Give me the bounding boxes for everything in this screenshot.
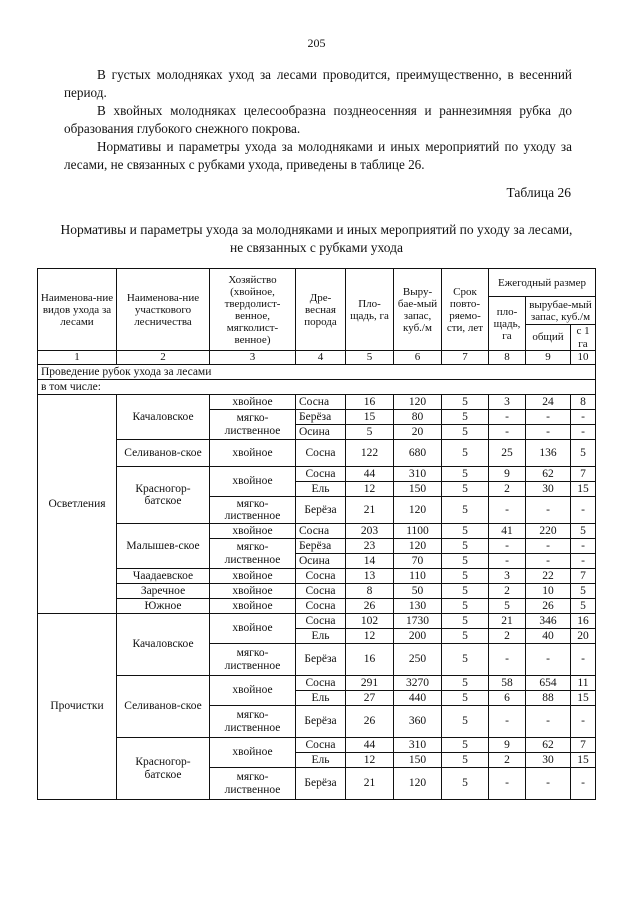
term-cell: 5 bbox=[442, 614, 489, 629]
species-cell: Ель bbox=[296, 629, 346, 644]
annual-area-cell: 6 bbox=[489, 691, 526, 706]
annual-total-cell: - bbox=[526, 554, 571, 569]
table-row bbox=[38, 584, 596, 599]
farming-cell: хвойное bbox=[210, 676, 296, 706]
species-cell: Сосна bbox=[296, 614, 346, 629]
annual-total-cell: 220 bbox=[526, 524, 571, 539]
group-cell: Осветления bbox=[38, 395, 117, 614]
forestry-cell: Красногор-батское bbox=[117, 467, 210, 524]
area-cell: 291 bbox=[346, 676, 394, 691]
col-number: 2 bbox=[117, 351, 210, 365]
column-number-row bbox=[38, 351, 596, 365]
annual-total-cell: 24 bbox=[526, 395, 571, 410]
term-cell: 5 bbox=[442, 554, 489, 569]
term-cell: 5 bbox=[442, 467, 489, 482]
stock-cell: 120 bbox=[394, 497, 442, 524]
farming-cell: мягко-лиственное bbox=[210, 768, 296, 800]
annual-area-cell: - bbox=[489, 539, 526, 554]
annual-area-cell: 3 bbox=[489, 395, 526, 410]
table-row bbox=[38, 467, 596, 482]
term-cell: 5 bbox=[442, 644, 489, 676]
annual-area-cell: - bbox=[489, 706, 526, 738]
annual-per-ha-cell: 20 bbox=[571, 629, 596, 644]
table-row bbox=[38, 676, 596, 691]
stock-cell: 310 bbox=[394, 738, 442, 753]
term-cell: 5 bbox=[442, 539, 489, 554]
table-title: Нормативы и параметры ухода за молодняками и иных мероприятий по уходу за лесами, не связанных с рубками ухода bbox=[60, 222, 573, 255]
term-cell: 5 bbox=[442, 425, 489, 440]
species-cell: Сосна bbox=[296, 440, 346, 467]
term-cell: 5 bbox=[442, 440, 489, 467]
annual-area-cell: 2 bbox=[489, 482, 526, 497]
term-cell: 5 bbox=[442, 691, 489, 706]
species-cell: Сосна bbox=[296, 524, 346, 539]
group-cell: Прочистки bbox=[38, 614, 117, 800]
species-cell: Сосна bbox=[296, 569, 346, 584]
forestry-cell: Красногор-батское bbox=[117, 738, 210, 800]
species-cell: Берёза bbox=[296, 410, 346, 425]
area-cell: 14 bbox=[346, 554, 394, 569]
area-cell: 5 bbox=[346, 425, 394, 440]
species-cell: Берёза bbox=[296, 497, 346, 524]
farming-cell: хвойное bbox=[210, 738, 296, 768]
annual-per-ha-cell: 8 bbox=[571, 395, 596, 410]
term-cell: 5 bbox=[442, 395, 489, 410]
species-cell: Берёза bbox=[296, 644, 346, 676]
annual-total-cell: - bbox=[526, 425, 571, 440]
farming-cell: хвойное bbox=[210, 395, 296, 410]
annual-area-cell: - bbox=[489, 768, 526, 800]
term-cell: 5 bbox=[442, 738, 489, 753]
annual-area-cell: 5 bbox=[489, 599, 526, 614]
farming-cell: хвойное bbox=[210, 524, 296, 539]
annual-per-ha-cell: - bbox=[571, 768, 596, 800]
annual-area-cell: - bbox=[489, 554, 526, 569]
area-cell: 26 bbox=[346, 706, 394, 738]
annual-per-ha-cell: - bbox=[571, 554, 596, 569]
annual-total-cell: 62 bbox=[526, 467, 571, 482]
norms-table bbox=[37, 268, 596, 800]
header-cell: с 1 га bbox=[571, 325, 596, 351]
term-cell: 5 bbox=[442, 706, 489, 738]
header-row bbox=[38, 269, 596, 297]
area-cell: 26 bbox=[346, 599, 394, 614]
term-cell: 5 bbox=[442, 629, 489, 644]
annual-per-ha-cell: 15 bbox=[571, 753, 596, 768]
farming-cell: мягко-лиственное bbox=[210, 706, 296, 738]
annual-per-ha-cell: - bbox=[571, 425, 596, 440]
stock-cell: 1100 bbox=[394, 524, 442, 539]
farming-cell: хвойное bbox=[210, 599, 296, 614]
annual-area-cell: 58 bbox=[489, 676, 526, 691]
term-cell: 5 bbox=[442, 569, 489, 584]
annual-area-cell: 2 bbox=[489, 753, 526, 768]
stock-cell: 310 bbox=[394, 467, 442, 482]
area-cell: 27 bbox=[346, 691, 394, 706]
stock-cell: 120 bbox=[394, 768, 442, 800]
forestry-cell: Селиванов-ское bbox=[117, 676, 210, 738]
area-cell: 203 bbox=[346, 524, 394, 539]
col-number: 10 bbox=[571, 351, 596, 365]
stock-cell: 120 bbox=[394, 539, 442, 554]
annual-area-cell: 2 bbox=[489, 629, 526, 644]
area-cell: 44 bbox=[346, 738, 394, 753]
header-cell: Наименова-ние видов ухода за лесами bbox=[38, 269, 117, 351]
area-cell: 21 bbox=[346, 768, 394, 800]
annual-per-ha-cell: 11 bbox=[571, 676, 596, 691]
stock-cell: 70 bbox=[394, 554, 442, 569]
col-number: 1 bbox=[38, 351, 117, 365]
area-cell: 15 bbox=[346, 410, 394, 425]
stock-cell: 80 bbox=[394, 410, 442, 425]
farming-cell: хвойное bbox=[210, 467, 296, 497]
col-number: 7 bbox=[442, 351, 489, 365]
species-cell: Сосна bbox=[296, 676, 346, 691]
annual-total-cell: - bbox=[526, 410, 571, 425]
annual-per-ha-cell: 7 bbox=[571, 738, 596, 753]
annual-area-cell: - bbox=[489, 425, 526, 440]
area-cell: 12 bbox=[346, 482, 394, 497]
table-row bbox=[38, 614, 596, 629]
table-row bbox=[38, 569, 596, 584]
annual-total-cell: 136 bbox=[526, 440, 571, 467]
stock-cell: 150 bbox=[394, 482, 442, 497]
annual-total-cell: 10 bbox=[526, 584, 571, 599]
stock-cell: 150 bbox=[394, 753, 442, 768]
species-cell: Сосна bbox=[296, 584, 346, 599]
forestry-cell: Чаадаевское bbox=[117, 569, 210, 584]
species-cell: Осина bbox=[296, 554, 346, 569]
term-cell: 5 bbox=[442, 524, 489, 539]
annual-total-cell: 40 bbox=[526, 629, 571, 644]
header-cell: Дре-весная порода bbox=[296, 269, 346, 351]
annual-total-cell: - bbox=[526, 539, 571, 554]
area-cell: 8 bbox=[346, 584, 394, 599]
table-row bbox=[38, 440, 596, 467]
term-cell: 5 bbox=[442, 768, 489, 800]
farming-cell: хвойное bbox=[210, 569, 296, 584]
forestry-cell: Качаловское bbox=[117, 614, 210, 676]
species-cell: Сосна bbox=[296, 467, 346, 482]
section-row bbox=[38, 365, 596, 380]
species-cell: Ель bbox=[296, 482, 346, 497]
stock-cell: 440 bbox=[394, 691, 442, 706]
species-cell: Ель bbox=[296, 691, 346, 706]
annual-per-ha-cell: 15 bbox=[571, 691, 596, 706]
col-number: 8 bbox=[489, 351, 526, 365]
table-row bbox=[38, 599, 596, 614]
annual-area-cell: 25 bbox=[489, 440, 526, 467]
annual-total-cell: 30 bbox=[526, 482, 571, 497]
annual-area-cell: 41 bbox=[489, 524, 526, 539]
stock-cell: 680 bbox=[394, 440, 442, 467]
annual-area-cell: 21 bbox=[489, 614, 526, 629]
annual-per-ha-cell: 5 bbox=[571, 584, 596, 599]
annual-per-ha-cell: - bbox=[571, 410, 596, 425]
col-number: 9 bbox=[526, 351, 571, 365]
annual-per-ha-cell: - bbox=[571, 706, 596, 738]
farming-cell: мягко-лиственное bbox=[210, 410, 296, 440]
annual-total-cell: 22 bbox=[526, 569, 571, 584]
forestry-cell: Малышев-ское bbox=[117, 524, 210, 569]
farming-cell: хвойное bbox=[210, 584, 296, 599]
area-cell: 12 bbox=[346, 753, 394, 768]
annual-total-cell: 88 bbox=[526, 691, 571, 706]
header-cell: Ежегодный размер bbox=[489, 269, 596, 297]
species-cell: Сосна bbox=[296, 738, 346, 753]
paragraph-3: Нормативы и параметры ухода за молодняками и иных мероприятий по уходу за лесами, не связанных с рубками ухода, приведены в таблице 26. bbox=[64, 139, 572, 172]
area-cell: 13 bbox=[346, 569, 394, 584]
col-number: 4 bbox=[296, 351, 346, 365]
annual-per-ha-cell: 5 bbox=[571, 440, 596, 467]
species-cell: Осина bbox=[296, 425, 346, 440]
annual-area-cell: - bbox=[489, 410, 526, 425]
header-cell: Срок повто-ряемо-сти, лет bbox=[442, 269, 489, 351]
section-row bbox=[38, 380, 596, 395]
annual-per-ha-cell: 16 bbox=[571, 614, 596, 629]
area-cell: 16 bbox=[346, 395, 394, 410]
forestry-cell: Южное bbox=[117, 599, 210, 614]
species-cell: Сосна bbox=[296, 395, 346, 410]
term-cell: 5 bbox=[442, 410, 489, 425]
area-cell: 12 bbox=[346, 629, 394, 644]
table-row bbox=[38, 524, 596, 539]
annual-area-cell: - bbox=[489, 644, 526, 676]
species-cell: Берёза bbox=[296, 768, 346, 800]
annual-total-cell: 26 bbox=[526, 599, 571, 614]
stock-cell: 120 bbox=[394, 395, 442, 410]
header-cell: общий bbox=[526, 325, 571, 351]
annual-area-cell: 3 bbox=[489, 569, 526, 584]
area-cell: 122 bbox=[346, 440, 394, 467]
annual-per-ha-cell: 7 bbox=[571, 467, 596, 482]
annual-area-cell: 9 bbox=[489, 738, 526, 753]
stock-cell: 110 bbox=[394, 569, 442, 584]
annual-area-cell: - bbox=[489, 497, 526, 524]
annual-per-ha-cell: 5 bbox=[571, 599, 596, 614]
species-cell: Сосна bbox=[296, 599, 346, 614]
farming-cell: хвойное bbox=[210, 614, 296, 644]
forestry-cell: Селиванов-ское bbox=[117, 440, 210, 467]
paragraph-1: В густых молодняках уход за лесами проводится, преимущественно, в весенний период. bbox=[64, 67, 572, 100]
farming-cell: хвойное bbox=[210, 440, 296, 467]
col-number: 3 bbox=[210, 351, 296, 365]
header-cell: Наименова-ние участкового лесничества bbox=[117, 269, 210, 351]
stock-cell: 250 bbox=[394, 644, 442, 676]
table-row bbox=[38, 738, 596, 753]
annual-per-ha-cell: - bbox=[571, 644, 596, 676]
header-cell: Хозяйство (хвойное, твердолист-венное, мягколист-венное) bbox=[210, 269, 296, 351]
header-cell: пло-щадь, га bbox=[489, 297, 526, 351]
paragraph-2: В хвойных молодняках целесообразна позднеосенняя и раннезимняя рубка до образования глубокого снежного покрова. bbox=[64, 103, 572, 136]
including-label: в том числе: bbox=[38, 380, 596, 395]
annual-total-cell: - bbox=[526, 768, 571, 800]
term-cell: 5 bbox=[442, 676, 489, 691]
annual-total-cell: - bbox=[526, 706, 571, 738]
area-cell: 16 bbox=[346, 644, 394, 676]
annual-per-ha-cell: 15 bbox=[571, 482, 596, 497]
annual-per-ha-cell: - bbox=[571, 497, 596, 524]
term-cell: 5 bbox=[442, 599, 489, 614]
area-cell: 23 bbox=[346, 539, 394, 554]
species-cell: Ель bbox=[296, 753, 346, 768]
table-row bbox=[38, 395, 596, 410]
col-number: 6 bbox=[394, 351, 442, 365]
annual-total-cell: 346 bbox=[526, 614, 571, 629]
annual-total-cell: 62 bbox=[526, 738, 571, 753]
area-cell: 44 bbox=[346, 467, 394, 482]
stock-cell: 1730 bbox=[394, 614, 442, 629]
annual-total-cell: - bbox=[526, 644, 571, 676]
farming-cell: мягко-лиственное bbox=[210, 539, 296, 569]
stock-cell: 20 bbox=[394, 425, 442, 440]
annual-total-cell: 30 bbox=[526, 753, 571, 768]
farming-cell: мягко-лиственное bbox=[210, 644, 296, 676]
forestry-cell: Качаловское bbox=[117, 395, 210, 440]
col-number: 5 bbox=[346, 351, 394, 365]
stock-cell: 50 bbox=[394, 584, 442, 599]
stock-cell: 360 bbox=[394, 706, 442, 738]
farming-cell: мягко-лиственное bbox=[210, 497, 296, 524]
term-cell: 5 bbox=[442, 584, 489, 599]
forestry-cell: Заречное bbox=[117, 584, 210, 599]
header-cell: Выру-бае-мый запас, куб./м bbox=[394, 269, 442, 351]
annual-per-ha-cell: - bbox=[571, 539, 596, 554]
section-title: Проведение рубок ухода за лесами bbox=[38, 365, 596, 380]
annual-area-cell: 2 bbox=[489, 584, 526, 599]
header-cell: Пло-щадь, га bbox=[346, 269, 394, 351]
species-cell: Берёза bbox=[296, 706, 346, 738]
term-cell: 5 bbox=[442, 753, 489, 768]
annual-per-ha-cell: 5 bbox=[571, 524, 596, 539]
page-number: 205 bbox=[307, 36, 326, 50]
stock-cell: 130 bbox=[394, 599, 442, 614]
header-cell: вырубае-мый запас, куб./м bbox=[526, 297, 596, 325]
annual-per-ha-cell: 7 bbox=[571, 569, 596, 584]
area-cell: 21 bbox=[346, 497, 394, 524]
area-cell: 102 bbox=[346, 614, 394, 629]
annual-area-cell: 9 bbox=[489, 467, 526, 482]
annual-total-cell: - bbox=[526, 497, 571, 524]
stock-cell: 3270 bbox=[394, 676, 442, 691]
annual-total-cell: 654 bbox=[526, 676, 571, 691]
term-cell: 5 bbox=[442, 482, 489, 497]
stock-cell: 200 bbox=[394, 629, 442, 644]
table-label: Таблица 26 bbox=[506, 185, 571, 200]
term-cell: 5 bbox=[442, 497, 489, 524]
species-cell: Берёза bbox=[296, 539, 346, 554]
